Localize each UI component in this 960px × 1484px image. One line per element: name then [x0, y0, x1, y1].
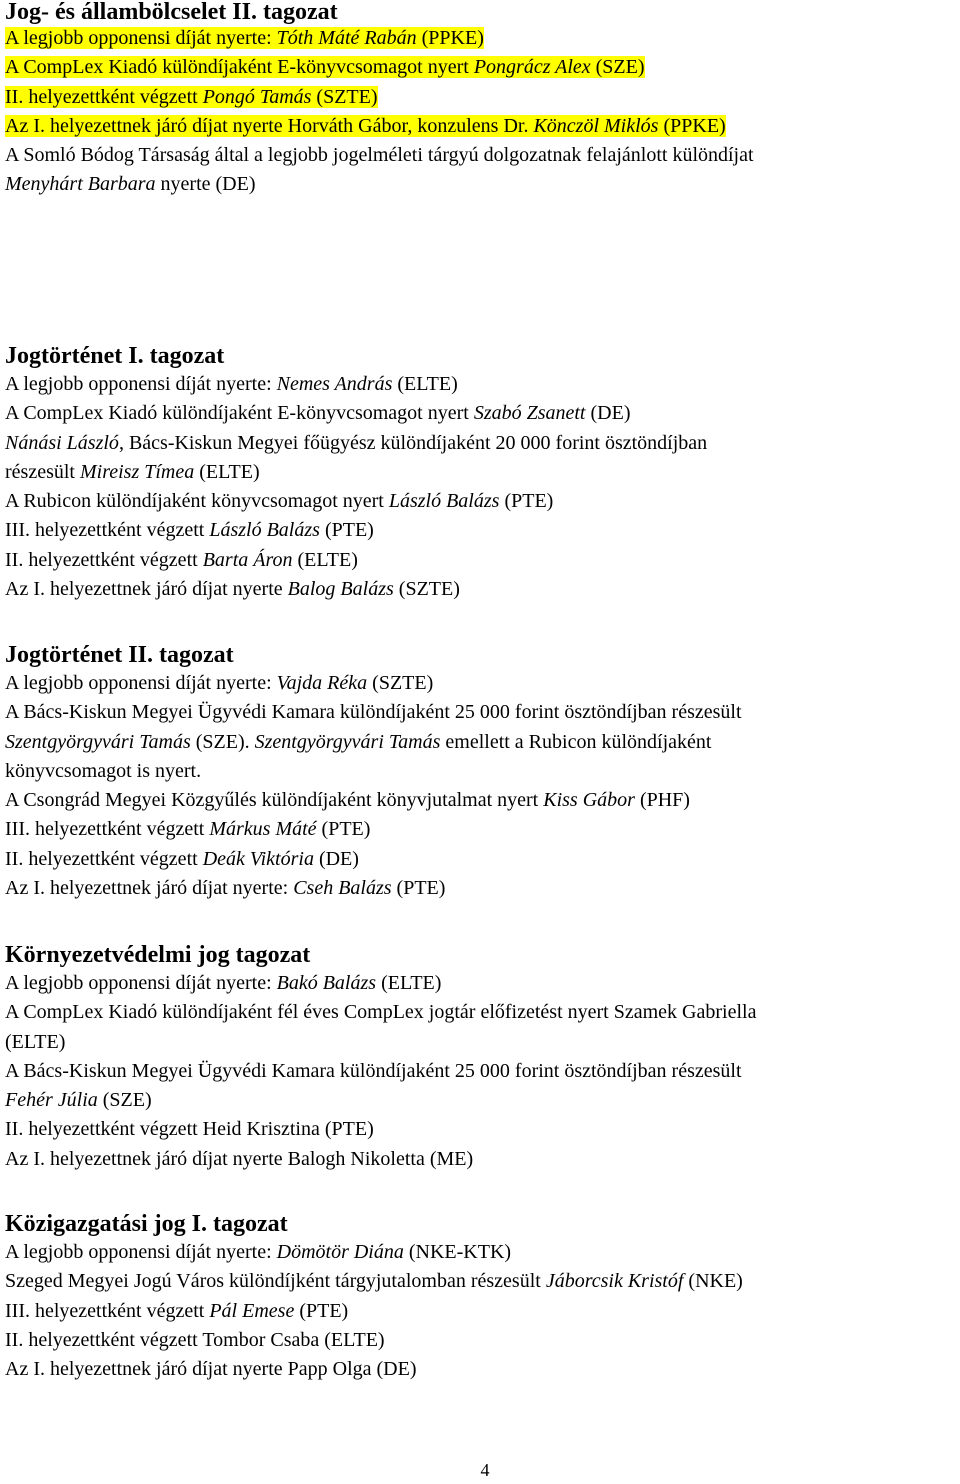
text-segment: II. helyezettként végzett — [5, 85, 203, 108]
name-text: László Balázs — [209, 519, 320, 542]
text-segment: (PTE) — [499, 490, 554, 513]
name-text: Balog Balázs — [287, 578, 394, 601]
name-text: Mireisz Tímea — [79, 460, 195, 483]
text-segment: A legjobb opponensi díját nyerte: — [5, 27, 277, 49]
award-line — [5, 1238, 960, 1267]
text-segment: Az I. helyezettnek járó díjat nyerte: — [5, 877, 294, 900]
text-segment: A CompLex Kiadó különdíjaként fél éves CompLex jogtár előfizetést nyert Szamek Gabriella — [5, 1001, 757, 1024]
award-line — [5, 575, 960, 604]
text-segment: Az I. helyezettnek járó díjat nyerte Papp Olga (DE) — [5, 1358, 417, 1381]
text-segment: II. helyezettként végzett Heid Krisztina (PTE) — [5, 1118, 374, 1141]
text-segment: (PPKE) — [658, 114, 726, 137]
name-text: Bakó Balázs — [276, 972, 377, 994]
award-line — [5, 1115, 960, 1144]
text-segment: (PPKE) — [416, 27, 484, 49]
award-line — [5, 728, 960, 757]
name-text: Pongrácz Alex — [473, 56, 591, 79]
award-line — [5, 757, 960, 786]
award-line — [5, 370, 960, 399]
section-kornyezetvedelmi-jog — [5, 941, 960, 1174]
section-heading: Jogtörténet I. tagozat — [5, 343, 225, 369]
name-text: Szentgyörgyvári Tamás — [5, 730, 191, 753]
text-segment: A legjobb opponensi díját nyerte: — [5, 373, 277, 395]
name-text: Fehér Júlia — [5, 1089, 98, 1112]
section-jogtortenet-2 — [5, 641, 960, 903]
text-segment: II. helyezettként végzett Tombor Csaba (ELTE) — [5, 1328, 385, 1351]
section-heading: Jog- és állambölcselet II. tagozat — [5, 0, 338, 25]
award-line — [5, 1326, 960, 1355]
text-segment: emellett a Rubicon különdíjaként — [440, 730, 712, 753]
text-segment: III. helyezettként végzett — [5, 519, 210, 542]
award-line — [5, 874, 960, 903]
award-line — [5, 669, 960, 698]
award-line — [5, 487, 960, 516]
name-text: Nemes András — [276, 373, 393, 395]
text-segment: nyerte (DE) — [155, 173, 256, 196]
text-segment: (SZTE) — [311, 85, 378, 108]
text-segment: részesült — [5, 460, 80, 483]
text-segment: II. helyezettként végzett — [5, 847, 203, 870]
text-segment: Szeged Megyei Jogú Város különdíjként tárgyjutalomban részesült — [5, 1270, 546, 1293]
text-segment: (PTE) — [316, 818, 371, 841]
name-text: László Balázs — [388, 490, 500, 513]
text-segment: Az I. helyezettnek járó díjat nyerte Balogh Nikoletta (ME) — [5, 1147, 474, 1170]
name-text: Barta Áron — [202, 548, 293, 571]
text-segment: A Somló Bódog Társaság által a legjobb jogelméleti tárgyú dolgozatnak felajánlott különdíjat — [5, 144, 754, 167]
text-segment: (SZE) — [590, 56, 645, 79]
text-segment: A CompLex Kiadó különdíjaként E-könyvcsomagot nyert — [5, 402, 474, 425]
award-line — [5, 1297, 960, 1326]
page-number: 4 — [480, 1460, 490, 1480]
text-segment: (DE) — [313, 847, 359, 870]
award-line — [5, 546, 960, 575]
section-heading: Közigazgatási jog I. tagozat — [5, 1211, 288, 1237]
text-segment: (NKE) — [683, 1270, 743, 1293]
text-segment: (SZTE) — [367, 672, 434, 694]
award-line — [5, 969, 960, 998]
text-segment: (ELTE) — [194, 460, 260, 483]
award-line — [5, 1086, 960, 1115]
name-text: Tóth Máté Rabán — [276, 27, 417, 49]
award-line — [5, 786, 960, 815]
text-segment: II. helyezettként végzett — [5, 548, 203, 571]
text-segment: A CompLex Kiadó különdíjaként E-könyvcsomagot nyert — [5, 56, 474, 79]
text-segment: (ELTE) — [376, 972, 442, 994]
name-text: Szabó Zsanett — [473, 402, 586, 425]
award-line — [5, 998, 960, 1027]
name-text: Dömötör Diána — [276, 1241, 404, 1263]
award-line — [5, 24, 960, 53]
text-segment: Az I. helyezettnek járó díjat nyerte Horváth Gábor, konzulens Dr. — [5, 114, 534, 137]
name-text: Pál Emese — [209, 1299, 295, 1322]
award-line — [5, 83, 960, 112]
name-text: Jáborcsik Kristóf — [545, 1270, 684, 1293]
award-line — [5, 1355, 960, 1384]
section-heading: Jogtörténet II. tagozat — [5, 642, 234, 668]
text-segment: A Bács-Kiskun Megyei Ügyvédi Kamara különdíjaként 25 000 forint ösztöndíjban részesült — [5, 701, 742, 724]
name-text: Menyhárt Barbara — [5, 173, 156, 196]
text-segment: (ELTE) — [392, 373, 458, 395]
text-segment: Az I. helyezettnek járó díjat nyerte — [5, 578, 288, 601]
award-line — [5, 516, 960, 545]
text-segment: (NKE-KTK) — [403, 1241, 512, 1263]
name-text: Nánási László — [5, 431, 119, 454]
text-segment: A Bács-Kiskun Megyei Ügyvédi Kamara különdíjaként 25 000 forint ösztöndíjban részesült — [5, 1059, 742, 1082]
text-segment: (PTE) — [319, 519, 374, 542]
name-text: Kiss Gábor — [543, 789, 635, 812]
text-segment: A legjobb opponensi díját nyerte: — [5, 672, 277, 694]
award-line — [5, 170, 960, 199]
section-heading: Környezetvédelmi jog tagozat — [5, 942, 311, 968]
name-text: Könczöl Miklós — [533, 114, 659, 137]
name-text: Cseh Balázs — [293, 877, 392, 900]
text-segment: A legjobb opponensi díját nyerte: — [5, 1241, 277, 1263]
award-line — [5, 399, 960, 428]
award-line — [5, 429, 960, 458]
text-segment: A legjobb opponensi díját nyerte: — [5, 972, 277, 994]
text-segment: (SZTE) — [393, 578, 460, 601]
award-line — [5, 53, 960, 82]
award-line — [5, 1145, 960, 1174]
award-line — [5, 112, 960, 141]
award-line — [5, 815, 960, 844]
text-segment: A Rubicon különdíjaként könyvcsomagot nyert — [5, 490, 389, 513]
text-segment: (PTE) — [294, 1299, 349, 1322]
award-line — [5, 1057, 960, 1086]
name-text: Márkus Máté — [209, 818, 317, 841]
name-text: Vajda Réka — [276, 672, 368, 694]
text-segment: (ELTE) — [5, 1030, 66, 1053]
award-line — [5, 1267, 960, 1296]
name-text: Deák Viktória — [202, 847, 314, 870]
award-line — [5, 141, 960, 170]
name-text: Pongó Tamás — [202, 85, 312, 108]
text-segment: (PTE) — [391, 877, 446, 900]
text-segment: (SZE). — [190, 730, 255, 753]
section-kozigazgatasi-jog-1 — [5, 1210, 960, 1384]
award-line — [5, 698, 960, 727]
section-jogtortenet-1 — [5, 342, 960, 604]
text-segment: III. helyezettként végzett — [5, 1299, 210, 1322]
text-segment: (SZE) — [97, 1089, 152, 1112]
award-line — [5, 845, 960, 874]
award-line — [5, 458, 960, 487]
name-text: Szentgyörgyvári Tamás — [254, 730, 441, 753]
text-segment: könyvcsomagot is nyert. — [5, 759, 202, 782]
award-line — [5, 1028, 960, 1057]
section-jog-es-allambolcselet — [5, 0, 960, 200]
text-segment: (PHF) — [634, 789, 690, 812]
text-segment: , Bács-Kiskun Megyei főügyész különdíjaként 20 000 forint ösztöndíjban — [118, 431, 708, 454]
text-segment: III. helyezettként végzett — [5, 818, 210, 841]
text-segment: A Csongrád Megyei Közgyűlés különdíjaként könyvjutalmat nyert — [5, 789, 544, 812]
text-segment: (ELTE) — [292, 548, 358, 571]
text-segment: (DE) — [585, 402, 631, 425]
